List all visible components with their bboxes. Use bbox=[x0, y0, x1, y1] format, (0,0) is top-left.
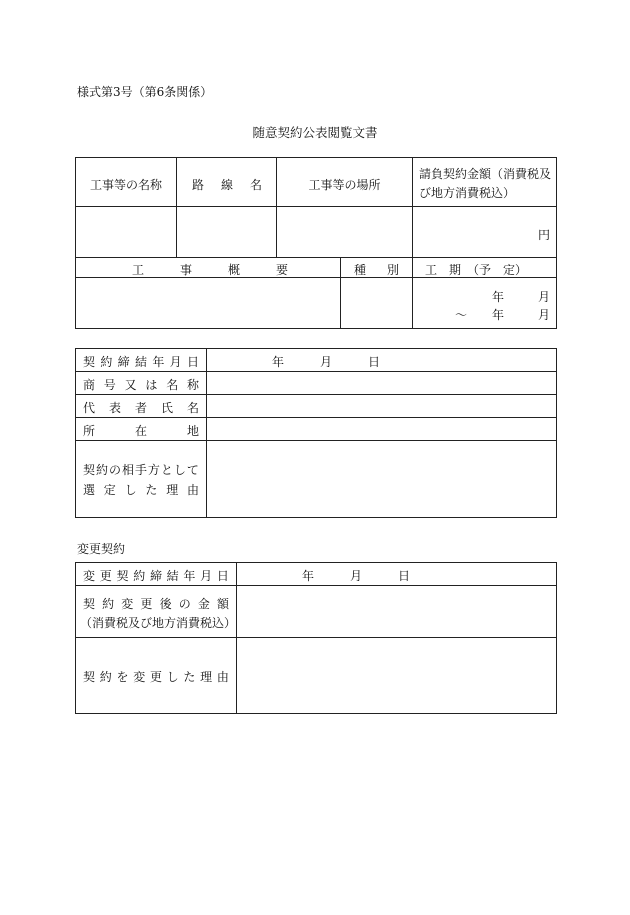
label-representative-name: 代 表 者 氏 名 bbox=[83, 401, 199, 415]
contract-date-month: 月 bbox=[320, 355, 333, 369]
contract-date-year: 年 bbox=[272, 355, 285, 369]
change-date-month: 月 bbox=[350, 569, 363, 583]
change-date-day: 日 bbox=[398, 569, 411, 583]
label-change-reason: 契 約 を 変 更 し た 理 由 bbox=[83, 670, 229, 684]
header-planned-period: 工 期 （予 定） bbox=[425, 263, 528, 277]
label-selection-reason-line1: 契 約 の 相 手 方 と し て bbox=[83, 463, 199, 477]
amount-yen-unit: 円 bbox=[538, 228, 551, 242]
period-tilde: ～ bbox=[455, 308, 468, 322]
label-change-contract-date: 変 更 契 約 締 結 年 月 日 bbox=[83, 569, 229, 583]
period-start-year: 年 bbox=[492, 290, 505, 304]
change-date-year: 年 bbox=[302, 569, 315, 583]
label-changed-amount-line1: 契 約 変 更 後 の 金 額 bbox=[83, 597, 229, 611]
label-changed-amount-line2: （消費税及び地方消費税込） bbox=[80, 616, 237, 630]
label-contract-date: 契 約 締 結 年 月 日 bbox=[83, 355, 199, 369]
period-end-month: 月 bbox=[538, 308, 551, 322]
header-type: 種 別 bbox=[354, 263, 399, 277]
label-company-name: 商 号 又 は 名 称 bbox=[83, 378, 199, 392]
header-route-name: 路 線 名 bbox=[192, 178, 262, 192]
period-start-month: 月 bbox=[538, 290, 551, 304]
label-address: 所 在 地 bbox=[83, 424, 199, 438]
contract-date-day: 日 bbox=[368, 355, 381, 369]
header-construction-place: 工事等の場所 bbox=[308, 178, 381, 192]
header-construction-summary: 工 事 概 要 bbox=[132, 263, 288, 277]
document-title: 随意契約公表閲覧文書 bbox=[252, 125, 378, 140]
header-contract-amount-line2: び地方消費税込） bbox=[419, 186, 516, 200]
change-contract-section-label: 変更契約 bbox=[77, 542, 126, 556]
header-construction-name: 工事等の名称 bbox=[89, 178, 162, 192]
form-number-label: 様式第3号（第6条関係） bbox=[77, 85, 213, 99]
header-contract-amount-line1: 請負契約金額（消費税及 bbox=[419, 167, 552, 181]
label-selection-reason-line2: 選 定 し た 理 由 bbox=[83, 483, 199, 497]
period-end-year: 年 bbox=[492, 308, 505, 322]
